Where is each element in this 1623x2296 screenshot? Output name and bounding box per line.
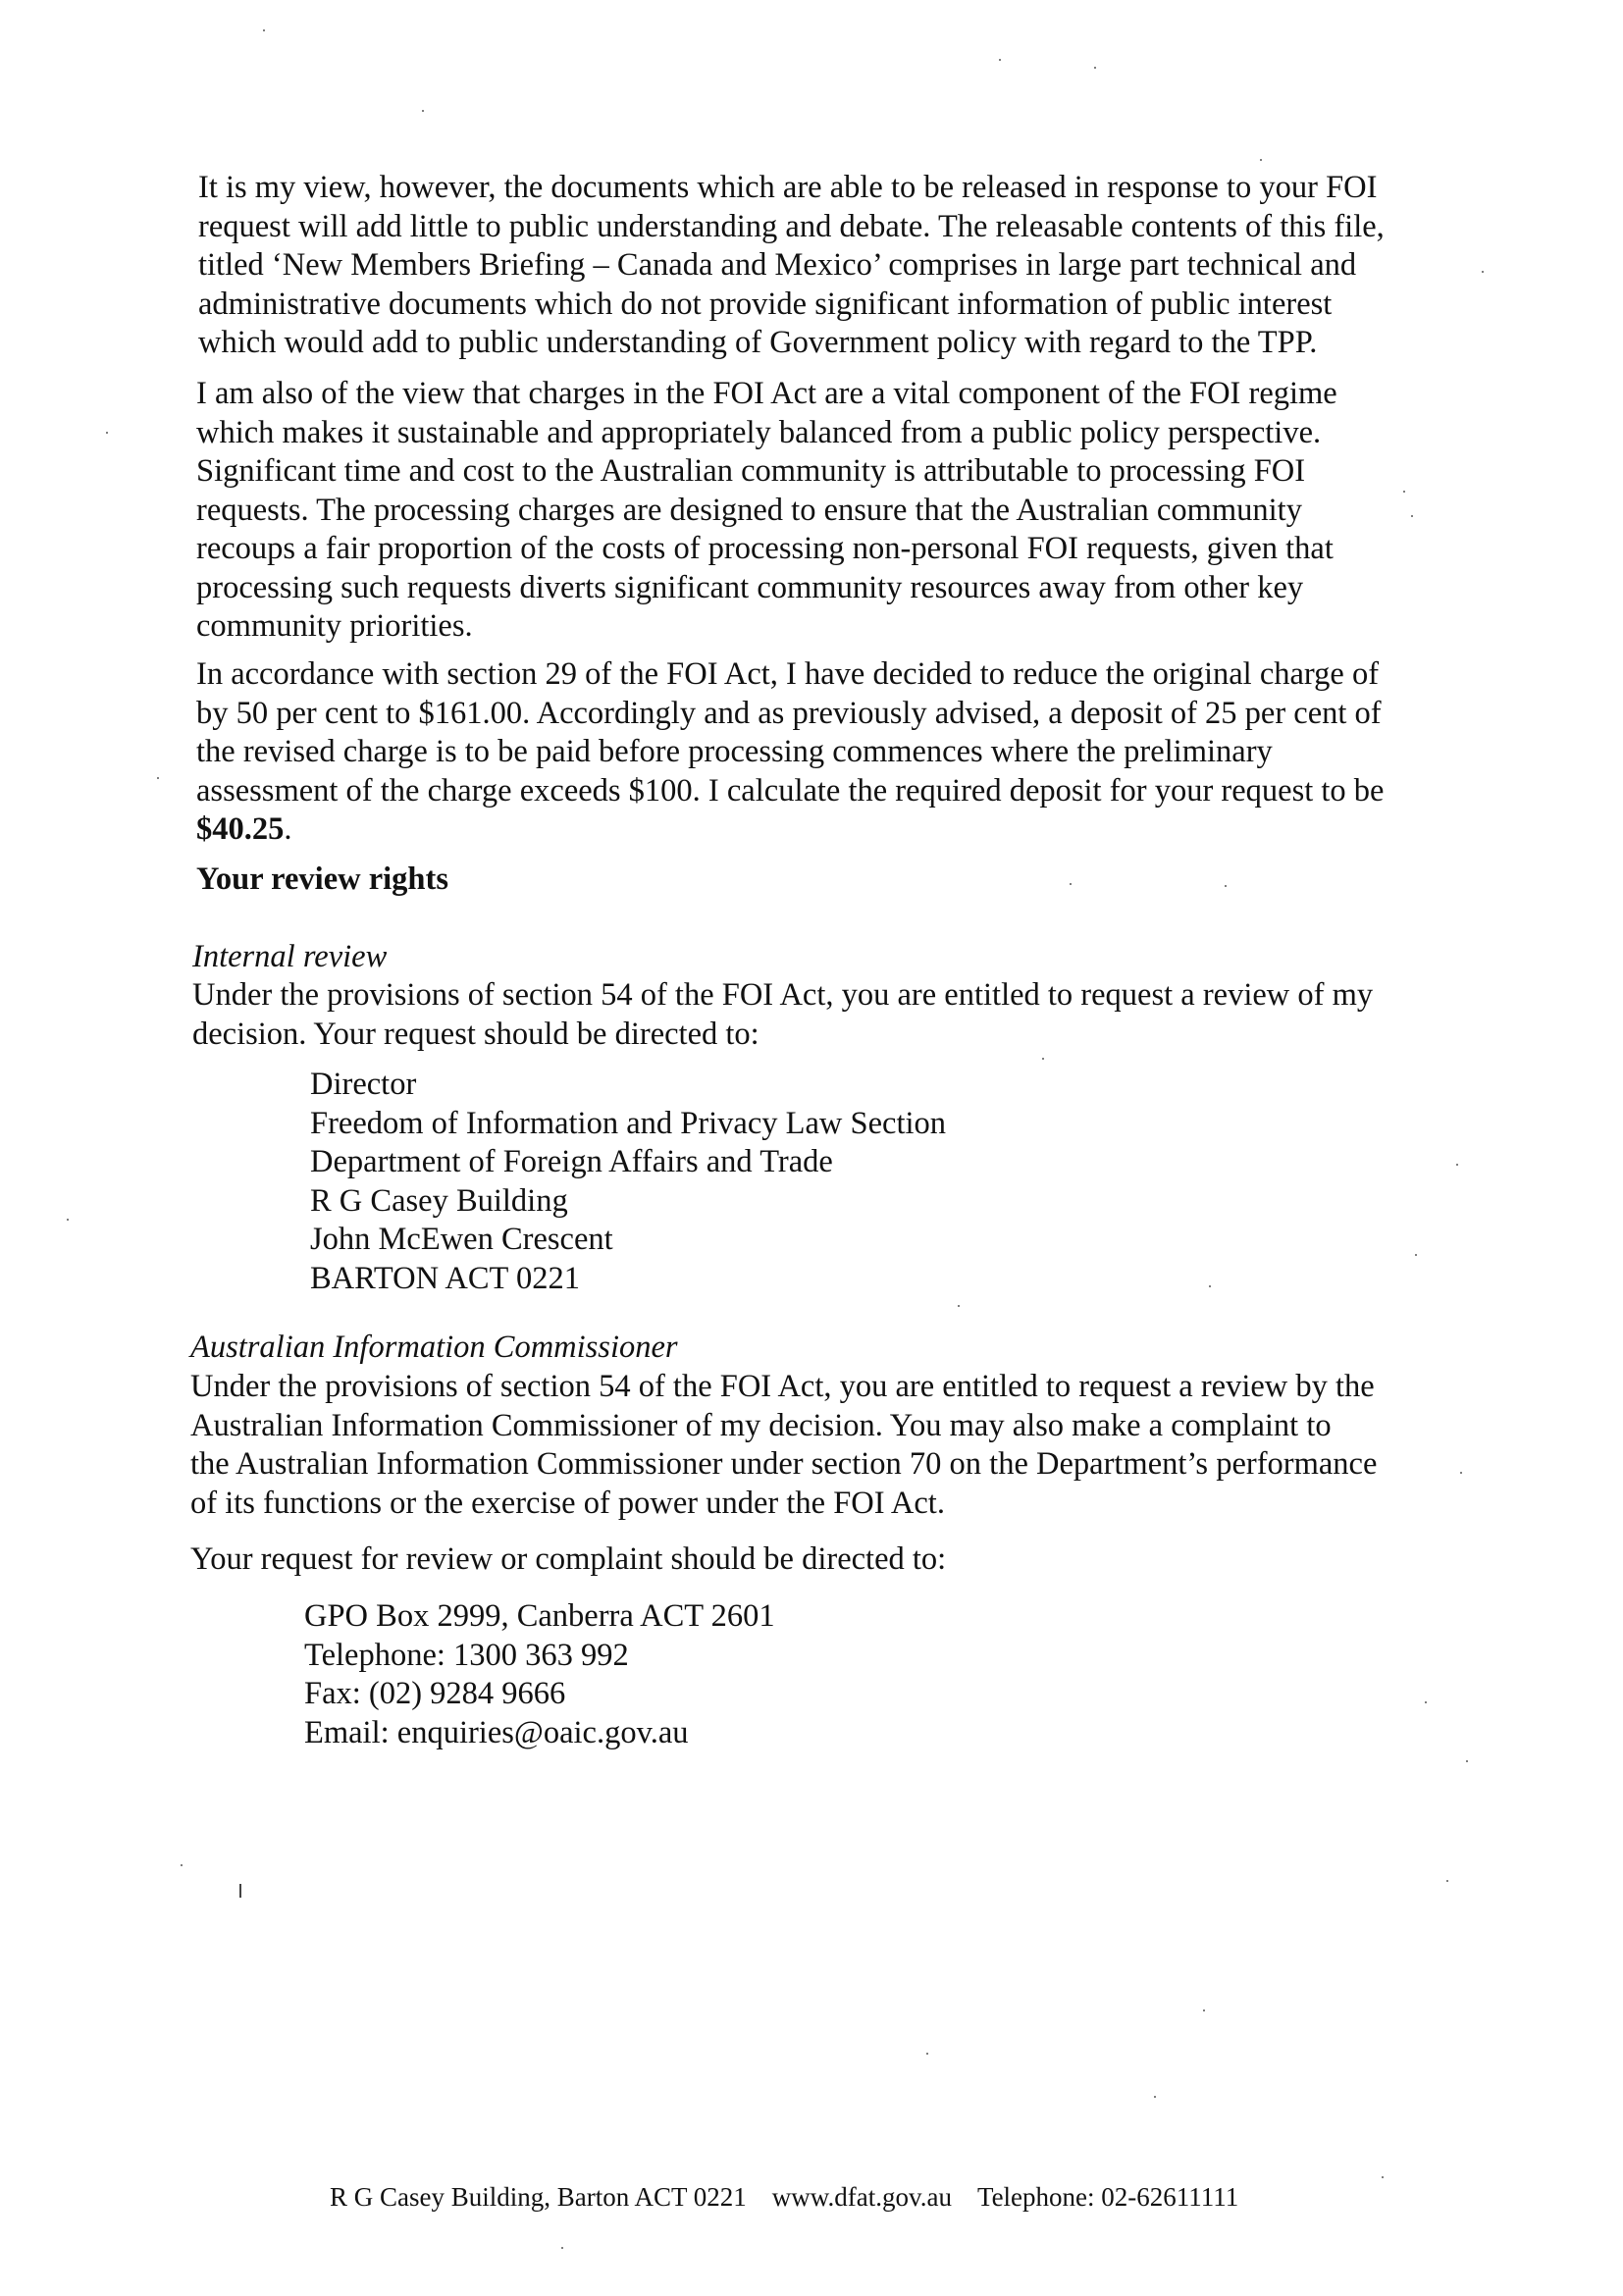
footer-address: R G Casey Building, Barton ACT 0221 — [330, 2182, 747, 2212]
paragraph-line: Australian Information Commissioner of my decision. You may also make a complaint to — [190, 1407, 1332, 1443]
scan-speck — [1460, 1472, 1462, 1474]
paragraph-line: community priorities. — [196, 608, 473, 644]
scan-speck — [1209, 1285, 1211, 1287]
scan-speck — [422, 110, 424, 112]
postal-address: GPO Box 2999, Canberra ACT 2601 — [304, 1598, 775, 1634]
footer-website: www.dfat.gov.au — [771, 2182, 952, 2212]
scan-speck — [1203, 2009, 1205, 2011]
scan-speck — [561, 2247, 563, 2249]
paragraph-line: Significant time and cost to the Australian community is attributable to processing FOI — [196, 453, 1306, 489]
information-commissioner-text — [190, 1368, 1377, 1523]
paragraph-line: It is my view, however, the documents which are able to be released in response to your FOI — [198, 170, 1378, 205]
paragraph-line: which would add to public understanding of Government policy with regard to the TPP. — [198, 325, 1318, 360]
telephone-number: Telephone: 1300 363 992 — [304, 1637, 629, 1673]
fax-number: Fax: (02) 9284 9666 — [304, 1676, 566, 1711]
deposit-suffix: . — [284, 811, 292, 847]
paragraph-line: request will add little to public understanding and debate. The releasable contents of this file, — [198, 208, 1385, 244]
scan-speck — [958, 1305, 960, 1307]
paragraph-line: recoups a fair proportion of the costs of processing non-personal FOI requests, given that — [196, 531, 1334, 566]
scan-speck — [1446, 1880, 1448, 1882]
scan-speck — [1403, 491, 1405, 493]
oaic-contact-details — [304, 1597, 775, 1752]
deposit-amount: $40.25 — [196, 811, 285, 847]
address-line: Director — [310, 1067, 417, 1102]
paragraph-line: In accordance with section 29 of the FOI Act, I have decided to reduce the original charge of — [196, 656, 1380, 692]
paragraph-line: assessment of the charge exceeds $100. I calculate the required deposit for your request to be — [196, 772, 1385, 809]
scan-speck — [263, 29, 265, 31]
paragraph-charges-view — [196, 375, 1337, 647]
internal-review-text — [192, 976, 1373, 1054]
internal-review-address — [310, 1066, 946, 1298]
scan-speck — [1415, 1254, 1417, 1256]
footer-telephone: Telephone: 02-62611111 — [976, 2182, 1239, 2212]
paragraph-line: the Australian Information Commissioner under section 70 on the Department’s performance — [190, 1446, 1378, 1482]
scan-mark — [239, 1884, 241, 1898]
information-commissioner-title: Australian Information Commissioner — [190, 1330, 678, 1365]
scan-speck — [157, 777, 159, 779]
scan-speck — [999, 59, 1001, 61]
scan-speck — [1042, 1058, 1044, 1060]
paragraph-line: administrative documents which do not provide significant information of public interest — [198, 286, 1333, 322]
deposit-line — [196, 810, 1384, 850]
paragraph-charge-reduction — [196, 655, 1384, 850]
paragraph-view-on-release — [198, 169, 1385, 363]
address-line: Department of Foreign Affairs and Trade — [310, 1144, 833, 1179]
scan-speck — [1154, 2096, 1156, 2098]
scan-speck — [106, 432, 108, 434]
address-line: John McEwen Crescent — [310, 1222, 613, 1257]
review-request-line: Your request for review or complaint should be directed to: — [190, 1541, 947, 1577]
scan-speck — [1225, 885, 1227, 887]
paragraph-line: processing such requests diverts significant community resources away from other key — [196, 569, 1304, 605]
address-line: BARTON ACT 0221 — [310, 1260, 580, 1296]
scan-speck — [1466, 1760, 1468, 1762]
scan-speck — [1425, 1701, 1427, 1703]
scan-speck — [1382, 2176, 1384, 2178]
paragraph-line: Under the provisions of section 54 of the FOI Act, you are entitled to request a review by the — [190, 1369, 1375, 1404]
paragraph-line: of its functions or the exercise of power under the FOI Act. — [190, 1485, 945, 1521]
paragraph-line: I am also of the view that charges in the FOI Act are a vital component of the FOI regime — [196, 376, 1337, 411]
scan-speck — [1411, 515, 1413, 517]
paragraph-line: which makes it sustainable and appropriately balanced from a public policy perspective. — [196, 414, 1322, 450]
internal-review-title: Internal review — [192, 939, 388, 974]
email-address: Email: enquiries@oaic.gov.au — [304, 1714, 689, 1750]
paragraph-line: requests. The processing charges are designed to ensure that the Australian community — [196, 492, 1302, 528]
paragraph-line: titled ‘New Members Briefing – Canada and Mexico’ comprises in large part technical and — [198, 247, 1357, 283]
paragraph-line: Under the provisions of section 54 of the FOI Act, you are entitled to request a review of my — [192, 977, 1374, 1013]
scan-speck — [1094, 67, 1096, 69]
scan-speck — [926, 2053, 928, 2055]
scan-speck — [1070, 883, 1072, 885]
paragraph-line: by 50 per cent to $161.00. Accordingly and as previously advised, a deposit of 25 per cent of — [196, 695, 1382, 731]
scan-speck — [67, 1219, 69, 1221]
page-footer — [330, 2180, 1238, 2214]
address-line: R G Casey Building — [310, 1182, 568, 1219]
review-rights-heading: Your review rights — [196, 861, 448, 897]
paragraph-line: decision. Your request should be directed to: — [192, 1016, 759, 1052]
scan-speck — [181, 1864, 183, 1866]
scan-speck — [1456, 1164, 1458, 1166]
scan-speck — [1482, 271, 1484, 273]
paragraph-line: the revised charge is to be paid before processing commences where the preliminary — [196, 734, 1273, 769]
scan-speck — [1260, 159, 1262, 161]
address-line: Freedom of Information and Privacy Law Section — [310, 1105, 947, 1141]
